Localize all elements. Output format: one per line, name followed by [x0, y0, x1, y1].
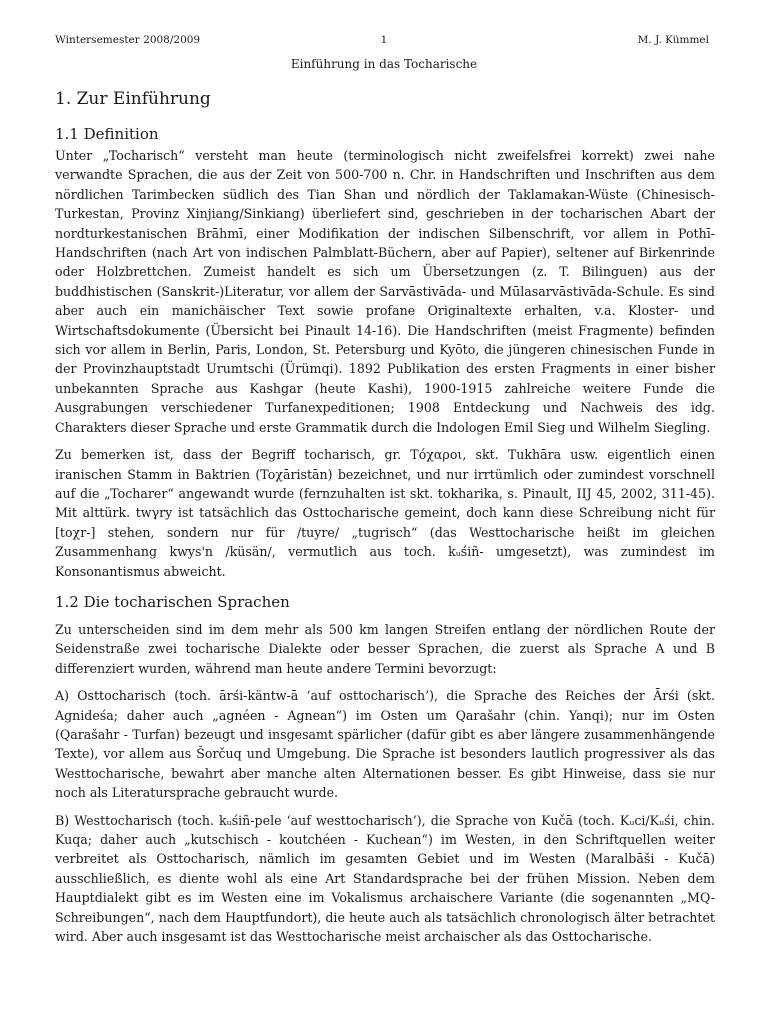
header-semester: Wintersemester 2008/2009 [55, 34, 201, 46]
paragraph-west-tocharian: B) Westtocharisch (toch. kᵤśiñ-pele ‘auf westtocharisch’), die Sprache von Kučā (toch. Kᵤci/Kᵤśi, chin. Kuqa; daher auch „kutschisch - koutchéen - Kuchean“) im Westen, in den Schriftquellen weiter verbreitet als Osttocharisch, nämlich im gesamten Gebiet und im Westen (Maralbāši - Kučā) ausschließlich, es diente wohl als eine Art Standardsprache bei der frühen Mission. Neben dem Hauptdialekt gibt es im Westen eine im Vokalismus archaischere Variante (die sogenannten „MQ-Schreibungen“, nach dem Hauptfundort), die heute auch als tatsächlich chronologisch älter betrachtet wird. Aber auch insgesamt ist das Westtocharische meist archaischer als das Osttocharische. [55, 812, 715, 945]
paragraph-definition: Unter „Tocharisch“ versteht man heute (terminologisch nicht zweifelsfrei korrekt) zwei nahe verwandte Sprachen, die aus der Zeit von 500-700 n. Chr. in Handschriften und Inschriften aus dem nördlichen Tarimbecken südlich des Tian Shan und nördlich der Taklamakan-Wüste (Chinesisch-Turkestan, Provinz Xinjiang/Sinkiang) überliefert sind, geschrieben in der tocharischen Abart der nordturkestanischen Brāhmī, einer Modifikation der indischen Silbenschrift, vor allem in Pothī-Handschriften (nach Art von indischen Palmblatt-Büchern, aber auf Papier), seltener auf Birkenrinde oder Holzbrettchen. Zumeist handelt es sich um Übersetzungen (z. T. Bilinguen) aus der buddhistischen (Sanskrit-)Literatur, vor allem der Sarvāstivāda- und Mūlasarvāstivāda-Schule. Es sind aber auch ein manichäischer Text sowie profane Originaltexte erhalten, v.a. Kloster- und Wirtschaftsdokumente (Übersicht bei Pinault 14-16). Die Handschriften (meist Fragmente) befinden sich vor allem in Berlin, Paris, London, St. Petersburg und Kyōto, die jüngeren chinesischen Funde in der Provinzhauptstadt Urumtschi (Ürümqi). 1892 Publikation des ersten Fragments in einer bisher unbekannten Sprache aus Kashgar (heute Kashi), 1900-1915 zahlreiche weitere Funde die Ausgrabungen verschiedener Turfanexpeditionen; 1908 Entdeckung und Nachweis des idg. Charakters dieser Sprache und erste Grammatik durch die Indologen Emil Sieg und Wilhelm Siegling. [55, 148, 715, 435]
header-page-number: 1 [380, 34, 388, 46]
section-1-1-heading: 1.1 Definition [55, 125, 159, 143]
main-content [55, 88, 715, 946]
section-1-2-heading: 1.2 Die tocharischen Sprachen [55, 592, 290, 611]
paragraph-east-tocharian: A) Osttocharisch (toch. ārśi-käntw-ā ‘auf osttocharisch’), die Sprache des Reiches der Ārśi (skt. Agnideśa; daher auch „agnéen - Agnean“) im Osten um Qarašahr (chin. Yanqi); nur im Osten (Qarašahr - Turfan) bezeugt und insgesamt spärlicher (dafür gibt es aber längere zusammenhängende Texte), vor allem aus Šorčuq und Umgebung. Die Sprache ist besonders lautlich progressiver als das Westtocharische, bewahrt aber manche alten Alternationen besser. Es gibt Hinweise, dass sie nur noch als Literatursprache gebraucht wurde. [55, 688, 715, 801]
paragraph-terminology: Zu bemerken ist, dass der Begriff tocharisch, gr. Τόχαροι, skt. Tukhāra usw. eigentlich einen iranischen Stamm in Baktrien (Toχāristān) bezeichnet, und nur irrtümlich oder zumindest vorschnell auf die „Tocharer“ angewandt wurde (fernzuhalten ist skt. tokharika, s. Pinault, IIJ 45, 2002, 311-45). Mit alttürk. twγry ist tatsächlich das Osttocharische gemeint, doch kann diese Schreibung nicht für [toχr-] stehen, sondern nur für /tuyre/ „tugrisch“ (das Westtocharische heißt im gleichen Zusammenhang kwys'n /küsän/, vermutlich aus toch. kᵤśiñ- umgesetzt), was zumindest im Konsonantismus abweicht. [55, 447, 715, 579]
section-1-heading: 1. Zur Einführung [55, 89, 211, 109]
paragraph-languages-intro: Zu unterscheiden sind im dem mehr als 500 km langen Streifen entlang der nördlichen Route der Seidenstraße zwei tocharische Dialekte oder besser Sprachen, die zuerst als Sprache A und B differenziert wurden, während man heute andere Termini bevorzugt: [55, 621, 715, 676]
document-subtitle: Einführung in das Tocharische [290, 57, 478, 71]
header-author: M. J. Kümmel [637, 34, 709, 46]
running-header [55, 34, 713, 50]
